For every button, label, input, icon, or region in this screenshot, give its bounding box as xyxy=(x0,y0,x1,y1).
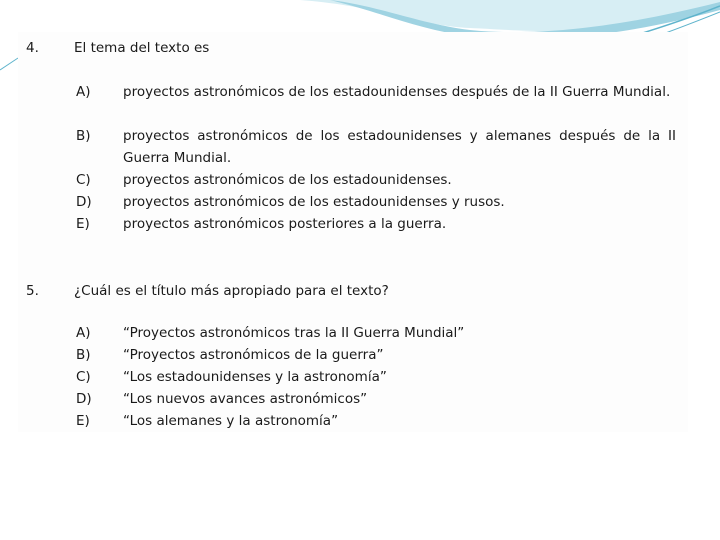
q5-option-a-text: “Proyectos astronómicos tras la II Guerra Mundial” xyxy=(123,325,465,341)
q4-option-b-text: proyectos astronómicos de los estadounidenses y alemanes después de la II Guerra Mundial. xyxy=(123,128,676,166)
question-4-prompt: El tema del texto es xyxy=(74,40,210,56)
q5-option-e-letter: E) xyxy=(76,413,90,429)
q4-option-a-letter: A) xyxy=(76,84,91,100)
q4-option-c-letter: C) xyxy=(76,172,91,188)
q5-option-b-letter: B) xyxy=(76,347,91,363)
question-5-prompt: ¿Cuál es el título más apropiado para el texto? xyxy=(74,283,389,299)
q5-option-a-letter: A) xyxy=(76,325,91,341)
q5-option-b-text: “Proyectos astronómicos de la guerra” xyxy=(123,347,384,363)
q4-option-c-text: proyectos astronómicos de los estadounidenses. xyxy=(123,172,452,188)
question-sheet xyxy=(18,32,688,432)
q5-option-d-letter: D) xyxy=(76,391,92,407)
q4-option-e-text: proyectos astronómicos posteriores a la guerra. xyxy=(123,216,447,232)
question-4-number: 4. xyxy=(26,40,39,56)
q5-option-d-text: “Los nuevos avances astronómicos” xyxy=(123,391,368,407)
question-5-number: 5. xyxy=(26,283,39,299)
q4-option-d-letter: D) xyxy=(76,194,92,210)
q5-option-e-text: “Los alemanes y la astronomía” xyxy=(123,413,339,429)
q5-option-c-letter: C) xyxy=(76,369,91,385)
q4-option-a-text: proyectos astronómicos de los estadounidenses después de la II Guerra Mundial. xyxy=(123,84,671,100)
q4-option-b-letter: B) xyxy=(76,128,91,144)
q4-option-d-text: proyectos astronómicos de los estadounidenses y rusos. xyxy=(123,194,505,210)
q4-option-e-letter: E) xyxy=(76,216,90,232)
q5-option-c-text: “Los estadounidenses y la astronomía” xyxy=(123,369,387,385)
